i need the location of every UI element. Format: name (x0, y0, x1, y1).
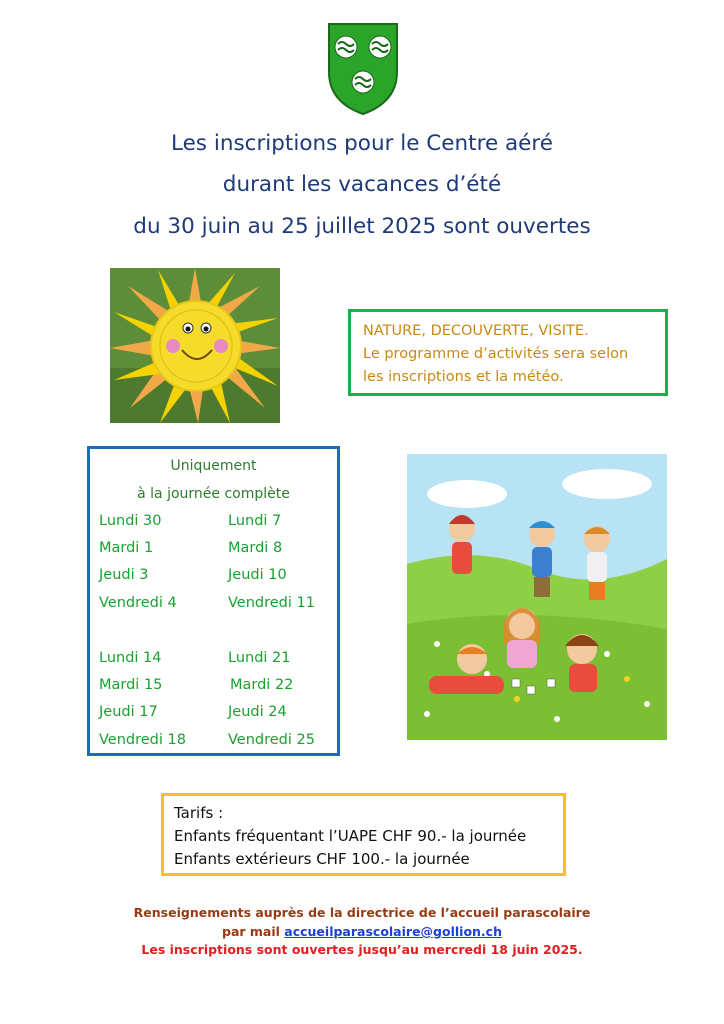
activities-line-2: Le programme d’activités sera selon (363, 346, 629, 362)
date-item: Lundi 7 (228, 513, 282, 529)
title-line-3: du 30 juin au 25 juillet 2025 sont ouvertes (133, 214, 591, 239)
children-playing-icon (407, 454, 667, 740)
date-item: Mardi 1 (99, 540, 154, 556)
date-item: Vendredi 11 (228, 595, 315, 611)
activities-box (348, 309, 668, 396)
date-item: Jeudi 10 (228, 567, 287, 583)
dates-heading-2: à la journée complète (137, 486, 290, 502)
footer-mail-prefix: par mail (222, 924, 285, 939)
date-item: Mardi 22 (230, 677, 294, 693)
email-link[interactable]: accueilparascolaire@gollion.ch (284, 924, 502, 939)
date-item: Jeudi 24 (228, 704, 287, 720)
date-item: Mardi 15 (99, 677, 163, 693)
dates-box (87, 446, 340, 756)
tarifs-box (161, 793, 566, 876)
title-line-2: durant les vacances d’été (222, 172, 502, 197)
footer-deadline-line: Les inscriptions sont ouvertes jusqu’au mercredi 18 juin 2025. (141, 942, 583, 957)
tarifs-line-2: Enfants extérieurs CHF 100.- la journée (174, 850, 470, 868)
footer-info-line: Renseignements auprès de la directrice de l’accueil parascolaire (133, 905, 591, 920)
tarifs-heading: Tarifs : (174, 804, 224, 822)
date-item: Vendredi 4 (99, 595, 177, 611)
date-item: Vendredi 25 (228, 732, 315, 748)
date-item: Jeudi 17 (99, 704, 158, 720)
activities-line-3: les inscriptions et la météo. (363, 369, 564, 385)
date-item: Lundi 21 (228, 650, 291, 666)
activities-line-1: NATURE, DECOUVERTE, VISITE. (363, 323, 589, 339)
paper-plate-sun-icon (110, 268, 280, 423)
date-item: Lundi 14 (99, 650, 162, 666)
date-item: Lundi 30 (99, 513, 162, 529)
tarifs-line-1: Enfants fréquentant l’UAPE CHF 90.- la journée (174, 827, 527, 845)
dates-heading-1: Uniquement (170, 458, 257, 474)
date-item: Vendredi 18 (99, 732, 186, 748)
date-item: Jeudi 3 (99, 567, 149, 583)
coat-of-arms-icon (327, 22, 399, 116)
title-line-1: Les inscriptions pour le Centre aéré (170, 131, 554, 156)
date-item: Mardi 8 (228, 540, 283, 556)
footer-mail-line (0, 924, 724, 939)
